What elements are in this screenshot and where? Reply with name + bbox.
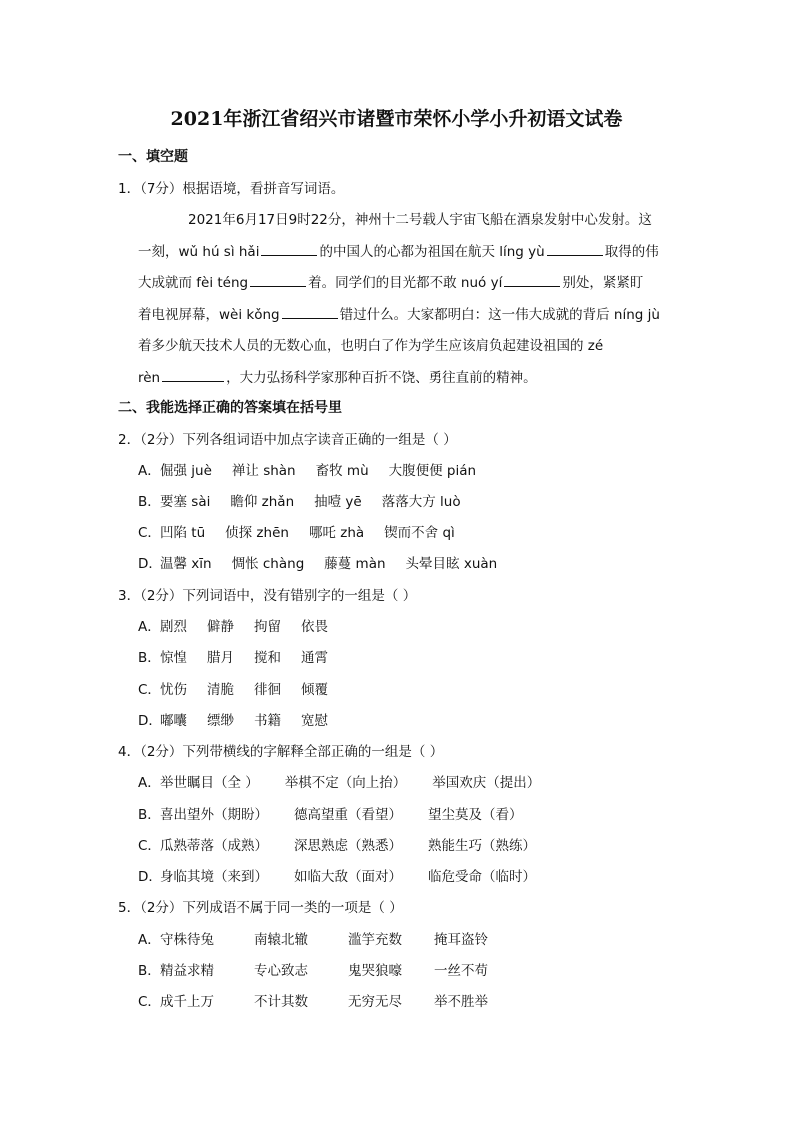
option-letter: B． <box>138 494 161 510</box>
text-fragment: 别处，紧紧盯 <box>562 275 644 291</box>
question-3-option-d[interactable] <box>138 709 348 729</box>
question-2-option-b[interactable] <box>138 490 481 510</box>
option-letter: C． <box>138 994 161 1010</box>
text-fragment: 的中国人的心都为祖国在航天 líng yù <box>319 244 545 260</box>
option-word: 通霄 <box>301 650 328 666</box>
question-5-option-c[interactable] <box>138 990 508 1010</box>
option-word: 望尘莫及（看） <box>428 807 523 823</box>
option-word: 惊惶 <box>160 650 187 666</box>
option-word: 举不胜举 <box>434 994 488 1010</box>
question-1-line-2 <box>138 240 659 260</box>
option-word: 凹陷 tū <box>160 525 206 541</box>
option-word: 南辕北辙 <box>254 932 308 948</box>
option-word: 僻静 <box>207 619 234 635</box>
option-word: 依畏 <box>301 619 328 635</box>
option-word: 大腹便便 pián <box>388 463 477 479</box>
text-fragment: 错过什么。大家都明白：这一伟大成就的背后 níng jù <box>339 307 660 323</box>
answer-blank[interactable] <box>504 285 560 287</box>
question-1-line-3 <box>138 271 643 291</box>
option-word: 嘟囔 <box>160 713 187 729</box>
text-fragment: 大成就而 fèi téng <box>138 275 249 291</box>
option-word: 腊月 <box>207 650 234 666</box>
question-2-head: 2．（2分）下列各组词语中加点字读音正确的一组是（ ） <box>118 432 457 448</box>
option-word: 掩耳盗铃 <box>434 932 488 948</box>
option-word: 举世瞩目（全 ） <box>160 775 259 791</box>
option-word: 临危受命（临时） <box>428 869 536 885</box>
question-5-head: 5．（2分）下列成语不属于同一类的一项是（ ） <box>118 900 403 916</box>
option-word: 举棋不定（向上抬） <box>284 775 407 791</box>
question-1-head: 1．（7分）根据语境，看拼音写词语。 <box>118 181 345 197</box>
question-4-option-a[interactable] <box>138 771 560 791</box>
option-word: 锲而不舍 qì <box>384 525 455 541</box>
option-word: 喜出望外（期盼） <box>160 807 268 823</box>
option-word: 守株待兔 <box>160 932 214 948</box>
answer-blank[interactable] <box>162 380 224 382</box>
option-word: 徘徊 <box>254 682 281 698</box>
option-word: 藤蔓 màn <box>324 556 386 572</box>
option-word: 剧烈 <box>160 619 187 635</box>
text-fragment: 一刻，wǔ hú sì hǎi <box>138 244 260 260</box>
option-letter: C． <box>138 838 161 854</box>
question-5-option-a[interactable] <box>138 928 508 948</box>
option-word: 缥缈 <box>207 713 234 729</box>
question-1-line-5: 着多少航天技术人员的无数心血，也明白了作为学生应该肩负起建设祖国的 zé <box>138 338 604 354</box>
option-word: 抽噎 yē <box>314 494 362 510</box>
option-word: 头晕目眩 xuàn <box>405 556 498 572</box>
question-4-option-c[interactable] <box>138 834 556 854</box>
option-letter: A． <box>138 932 161 948</box>
option-word: 温馨 xīn <box>160 556 212 572</box>
text-fragment: ，大力弘扬科学家那种百折不饶、勇往直前的精神。 <box>226 370 537 386</box>
option-letter: B． <box>138 650 161 666</box>
option-word: 倔强 juè <box>160 463 212 479</box>
question-1-line-1: 2021年6月17日9时22分，神州十二号载人宇宙飞船在酒泉发射中心发射。这 <box>188 212 652 228</box>
option-word: 如临大敌（面对） <box>294 869 402 885</box>
option-word: 成千上万 <box>160 994 214 1010</box>
option-word: 惆怅 chàng <box>231 556 305 572</box>
text-fragment: 取得的伟 <box>604 244 659 260</box>
question-3-head: 3．（2分）下列词语中，没有错别字的一组是（ ） <box>118 588 417 604</box>
page-title: 2021年浙江省绍兴市诸暨市荣怀小学小升初语文试卷 <box>170 108 623 130</box>
option-word: 倾覆 <box>301 682 328 698</box>
option-letter: C． <box>138 682 161 698</box>
option-letter: A． <box>138 775 161 791</box>
option-word: 禅让 shàn <box>231 463 296 479</box>
option-letter: C． <box>138 525 161 541</box>
option-letter: A． <box>138 619 161 635</box>
option-word: 德高望重（看望） <box>294 807 402 823</box>
option-word: 侦探 zhēn <box>225 525 289 541</box>
answer-blank[interactable] <box>547 254 603 256</box>
option-word: 清脆 <box>207 682 234 698</box>
text-fragment: 着电视屏幕，wèi kǒng <box>138 307 280 323</box>
option-word: 宽慰 <box>301 713 328 729</box>
answer-blank[interactable] <box>250 285 306 287</box>
section-heading-fill-blank: 一、填空题 <box>118 149 188 165</box>
option-word: 无穷无尽 <box>348 994 402 1010</box>
option-word: 忧伤 <box>160 682 187 698</box>
section-heading-choice: 二、我能选择正确的答案填在括号里 <box>118 400 342 416</box>
option-word: 搅和 <box>254 650 281 666</box>
option-word: 拘留 <box>254 619 281 635</box>
question-3-option-b[interactable] <box>138 646 348 666</box>
option-word: 精益求精 <box>160 963 214 979</box>
option-letter: A． <box>138 463 161 479</box>
question-4-head: 4．（2分）下列带横线的字解释全部正确的一组是（ ） <box>118 744 444 760</box>
option-letter: D． <box>138 556 162 572</box>
option-letter: D． <box>138 713 162 729</box>
question-4-option-d[interactable] <box>138 865 556 885</box>
question-3-option-a[interactable] <box>138 615 348 635</box>
question-2-option-d[interactable] <box>138 552 517 572</box>
answer-blank[interactable] <box>282 317 338 319</box>
option-word: 熟能生巧（熟练） <box>428 838 536 854</box>
option-letter: B． <box>138 963 161 979</box>
option-word: 鬼哭狼嚎 <box>348 963 402 979</box>
option-word: 专心致志 <box>254 963 308 979</box>
option-word: 要塞 sài <box>160 494 211 510</box>
question-4-option-b[interactable] <box>138 803 543 823</box>
question-2-option-a[interactable] <box>138 459 496 479</box>
option-word: 深思熟虑（熟悉） <box>294 838 402 854</box>
answer-blank[interactable] <box>261 254 317 256</box>
question-1-line-4 <box>138 303 660 323</box>
option-word: 畜牧 mù <box>315 463 369 479</box>
option-word: 落落大方 luò <box>381 494 461 510</box>
option-word: 书籍 <box>254 713 281 729</box>
option-word: 身临其境（来到） <box>160 869 268 885</box>
option-word: 举国欢庆（提出） <box>432 775 541 791</box>
option-word: 一丝不苟 <box>434 963 488 979</box>
option-letter: B． <box>138 807 161 823</box>
question-2-option-c[interactable] <box>138 521 475 541</box>
text-fragment: 着。同学们的目光都不敢 nuó yí <box>308 275 503 291</box>
question-5-option-b[interactable] <box>138 959 508 979</box>
text-fragment: rèn <box>138 370 161 386</box>
question-1-line-6 <box>138 366 537 386</box>
option-word: 滥竽充数 <box>348 932 402 948</box>
question-3-option-c[interactable] <box>138 678 348 698</box>
option-word: 不计其数 <box>254 994 308 1010</box>
option-word: 瞻仰 zhǎn <box>230 494 295 510</box>
option-word: 瓜熟蒂落（成熟） <box>160 838 268 854</box>
option-word: 哪吒 zhà <box>308 525 365 541</box>
option-letter: D． <box>138 869 162 885</box>
